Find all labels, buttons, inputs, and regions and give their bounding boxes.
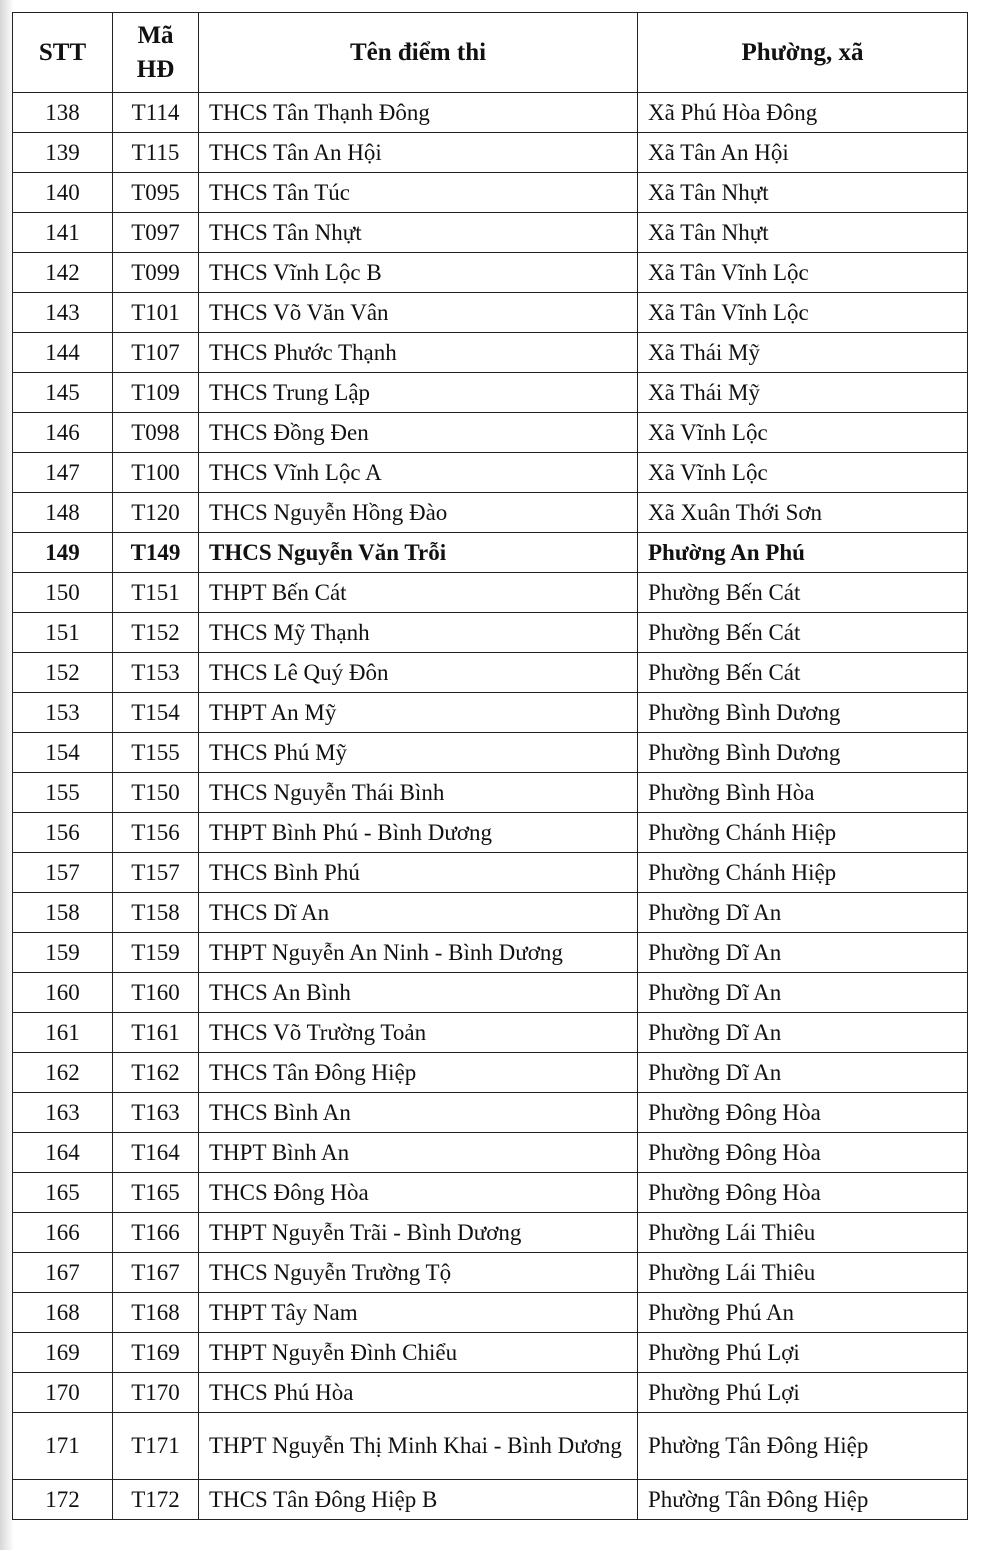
cell-phuong-xa: Phường Chánh Hiệp [638, 813, 968, 853]
cell-ten-diem-thi: THCS Dĩ An [199, 893, 638, 933]
cell-ten-diem-thi: THPT Nguyễn An Ninh - Bình Dương [199, 933, 638, 973]
table-row [13, 533, 968, 573]
cell-ma-hd: T169 [113, 1333, 199, 1373]
table-row [13, 1013, 968, 1053]
cell-stt: 158 [13, 893, 113, 933]
cell-ten-diem-thi: THCS Võ Trường Toản [199, 1013, 638, 1053]
table-row [13, 573, 968, 613]
cell-stt: 161 [13, 1013, 113, 1053]
table-row [13, 453, 968, 493]
table-header [13, 13, 968, 93]
table-row [13, 253, 968, 293]
table-row [13, 1133, 968, 1173]
cell-ten-diem-thi: THPT Nguyễn Thị Minh Khai - Bình Dương [199, 1413, 638, 1480]
cell-ten-diem-thi: THCS Vĩnh Lộc B [199, 253, 638, 293]
table-row [13, 1173, 968, 1213]
cell-ten-diem-thi: THCS Tân Nhựt [199, 213, 638, 253]
cell-phuong-xa: Phường Đông Hòa [638, 1173, 968, 1213]
cell-ma-hd: T161 [113, 1013, 199, 1053]
cell-ma-hd: T115 [113, 133, 199, 173]
cell-ma-hd: T160 [113, 973, 199, 1013]
cell-phuong-xa: Phường Dĩ An [638, 1053, 968, 1093]
cell-stt: 155 [13, 773, 113, 813]
table-row [13, 1213, 968, 1253]
cell-phuong-xa: Phường Bến Cát [638, 613, 968, 653]
cell-phuong-xa: Phường Bình Hòa [638, 773, 968, 813]
cell-phuong-xa: Phường Phú Lợi [638, 1333, 968, 1373]
table-row [13, 1480, 968, 1520]
cell-stt: 166 [13, 1213, 113, 1253]
cell-ten-diem-thi: THCS Đồng Đen [199, 413, 638, 453]
cell-phuong-xa: Xã Tân Nhựt [638, 213, 968, 253]
table-row [13, 693, 968, 733]
table-row [13, 893, 968, 933]
cell-phuong-xa: Phường Chánh Hiệp [638, 853, 968, 893]
cell-stt: 154 [13, 733, 113, 773]
cell-ten-diem-thi: THCS An Bình [199, 973, 638, 1013]
cell-stt: 139 [13, 133, 113, 173]
header-stt: STT [13, 13, 113, 93]
cell-phuong-xa: Phường Đông Hòa [638, 1093, 968, 1133]
cell-phuong-xa: Xã Vĩnh Lộc [638, 453, 968, 493]
cell-stt: 167 [13, 1253, 113, 1293]
cell-phuong-xa: Phường Dĩ An [638, 933, 968, 973]
cell-ma-hd: T154 [113, 693, 199, 733]
cell-ma-hd: T120 [113, 493, 199, 533]
cell-stt: 150 [13, 573, 113, 613]
table-row [13, 173, 968, 213]
cell-phuong-xa: Phường Dĩ An [638, 893, 968, 933]
cell-ten-diem-thi: THPT An Mỹ [199, 693, 638, 733]
cell-stt: 149 [13, 533, 113, 573]
cell-phuong-xa: Phường Dĩ An [638, 1013, 968, 1053]
cell-stt: 152 [13, 653, 113, 693]
table-row [13, 1053, 968, 1093]
table-row [13, 373, 968, 413]
cell-stt: 151 [13, 613, 113, 653]
table-row [13, 333, 968, 373]
header-ma-hd [113, 13, 199, 93]
cell-phuong-xa: Xã Tân Vĩnh Lộc [638, 253, 968, 293]
table-row [13, 653, 968, 693]
cell-ma-hd: T158 [113, 893, 199, 933]
cell-stt: 142 [13, 253, 113, 293]
table-row [13, 973, 968, 1013]
cell-ten-diem-thi: THPT Bến Cát [199, 573, 638, 613]
cell-phuong-xa: Phường Tân Đông Hiệp [638, 1413, 968, 1480]
cell-ma-hd: T114 [113, 93, 199, 133]
table-row [13, 853, 968, 893]
cell-stt: 153 [13, 693, 113, 733]
cell-phuong-xa: Phường Đông Hòa [638, 1133, 968, 1173]
cell-stt: 164 [13, 1133, 113, 1173]
cell-phuong-xa: Phường Bến Cát [638, 573, 968, 613]
cell-ten-diem-thi: THCS Võ Văn Vân [199, 293, 638, 333]
cell-ten-diem-thi: THCS Bình An [199, 1093, 638, 1133]
cell-phuong-xa: Xã Thái Mỹ [638, 333, 968, 373]
table-row [13, 1293, 968, 1333]
cell-ten-diem-thi: THCS Mỹ Thạnh [199, 613, 638, 653]
cell-phuong-xa: Xã Vĩnh Lộc [638, 413, 968, 453]
cell-phuong-xa: Xã Tân Vĩnh Lộc [638, 293, 968, 333]
cell-ma-hd: T150 [113, 773, 199, 813]
cell-phuong-xa: Xã Thái Mỹ [638, 373, 968, 413]
table-row [13, 933, 968, 973]
cell-ma-hd: T156 [113, 813, 199, 853]
table-row [13, 773, 968, 813]
cell-ma-hd: T157 [113, 853, 199, 893]
cell-ma-hd: T151 [113, 573, 199, 613]
cell-ma-hd: T170 [113, 1373, 199, 1413]
cell-stt: 146 [13, 413, 113, 453]
cell-ten-diem-thi: THPT Nguyễn Đình Chiểu [199, 1333, 638, 1373]
cell-stt: 140 [13, 173, 113, 213]
cell-ten-diem-thi: THCS Tân Đông Hiệp [199, 1053, 638, 1093]
cell-stt: 138 [13, 93, 113, 133]
cell-phuong-xa: Phường Lái Thiêu [638, 1253, 968, 1293]
cell-ma-hd: T149 [113, 533, 199, 573]
cell-ma-hd: T109 [113, 373, 199, 413]
cell-phuong-xa: Phường Bến Cát [638, 653, 968, 693]
table-row [13, 813, 968, 853]
cell-ten-diem-thi: THCS Tân Đông Hiệp B [199, 1480, 638, 1520]
header-row [13, 13, 968, 93]
table-row [13, 293, 968, 333]
cell-ma-hd: T172 [113, 1480, 199, 1520]
cell-ten-diem-thi: THCS Trung Lập [199, 373, 638, 413]
table-row [13, 493, 968, 533]
cell-ten-diem-thi: THCS Phước Thạnh [199, 333, 638, 373]
cell-phuong-xa: Xã Xuân Thới Sơn [638, 493, 968, 533]
cell-stt: 170 [13, 1373, 113, 1413]
cell-ten-diem-thi: THCS Tân Thạnh Đông [199, 93, 638, 133]
header-phuong-xa: Phường, xã [638, 13, 968, 93]
table-row [13, 133, 968, 173]
cell-stt: 145 [13, 373, 113, 413]
table-row [13, 1373, 968, 1413]
cell-ten-diem-thi: THCS Nguyễn Văn Trỗi [199, 533, 638, 573]
cell-ma-hd: T167 [113, 1253, 199, 1293]
cell-stt: 172 [13, 1480, 113, 1520]
cell-stt: 147 [13, 453, 113, 493]
cell-stt: 157 [13, 853, 113, 893]
cell-phuong-xa: Xã Tân An Hội [638, 133, 968, 173]
table-row [13, 1093, 968, 1133]
cell-phuong-xa: Phường Lái Thiêu [638, 1213, 968, 1253]
cell-ma-hd: T152 [113, 613, 199, 653]
cell-ma-hd: T097 [113, 213, 199, 253]
cell-ma-hd: T165 [113, 1173, 199, 1213]
header-ten-diem-thi: Tên điểm thi [199, 13, 638, 93]
cell-ten-diem-thi: THCS Lê Quý Đôn [199, 653, 638, 693]
cell-ten-diem-thi: THCS Vĩnh Lộc A [199, 453, 638, 493]
table-row [13, 1333, 968, 1373]
cell-ma-hd: T168 [113, 1293, 199, 1333]
cell-stt: 169 [13, 1333, 113, 1373]
cell-ma-hd: T162 [113, 1053, 199, 1093]
cell-stt: 141 [13, 213, 113, 253]
cell-ma-hd: T155 [113, 733, 199, 773]
cell-phuong-xa: Phường Phú An [638, 1293, 968, 1333]
cell-phuong-xa: Phường Bình Dương [638, 693, 968, 733]
cell-stt: 159 [13, 933, 113, 973]
cell-ma-hd: T107 [113, 333, 199, 373]
cell-ten-diem-thi: THCS Tân An Hội [199, 133, 638, 173]
cell-stt: 168 [13, 1293, 113, 1333]
cell-phuong-xa: Phường An Phú [638, 533, 968, 573]
cell-ten-diem-thi: THCS Tân Túc [199, 173, 638, 213]
cell-ma-hd: T098 [113, 413, 199, 453]
cell-ma-hd: T164 [113, 1133, 199, 1173]
cell-ten-diem-thi: THPT Bình Phú - Bình Dương [199, 813, 638, 853]
cell-stt: 148 [13, 493, 113, 533]
cell-ma-hd: T100 [113, 453, 199, 493]
table-row [13, 733, 968, 773]
header-ma-line1: Mã [137, 21, 174, 49]
cell-ten-diem-thi: THCS Phú Hòa [199, 1373, 638, 1413]
cell-phuong-xa: Phường Phú Lợi [638, 1373, 968, 1413]
cell-stt: 143 [13, 293, 113, 333]
cell-ten-diem-thi: THPT Bình An [199, 1133, 638, 1173]
table-row [13, 613, 968, 653]
cell-ten-diem-thi: THCS Nguyễn Hồng Đào [199, 493, 638, 533]
cell-phuong-xa: Phường Tân Đông Hiệp [638, 1480, 968, 1520]
cell-phuong-xa: Xã Tân Nhựt [638, 173, 968, 213]
cell-stt: 163 [13, 1093, 113, 1133]
cell-phuong-xa: Phường Dĩ An [638, 973, 968, 1013]
table-row [13, 413, 968, 453]
cell-stt: 156 [13, 813, 113, 853]
cell-ten-diem-thi: THCS Đông Hòa [199, 1173, 638, 1213]
cell-stt: 144 [13, 333, 113, 373]
cell-stt: 162 [13, 1053, 113, 1093]
table-row [13, 213, 968, 253]
cell-ma-hd: T101 [113, 293, 199, 333]
exam-sites-table [12, 12, 968, 1520]
cell-ma-hd: T166 [113, 1213, 199, 1253]
table-row [13, 93, 968, 133]
cell-stt: 165 [13, 1173, 113, 1213]
table-row [13, 1413, 968, 1480]
cell-stt: 171 [13, 1413, 113, 1480]
cell-ten-diem-thi: THCS Bình Phú [199, 853, 638, 893]
cell-stt: 160 [13, 973, 113, 1013]
cell-ma-hd: T095 [113, 173, 199, 213]
header-ma-line2: HĐ [136, 55, 175, 83]
cell-ma-hd: T163 [113, 1093, 199, 1133]
cell-ma-hd: T159 [113, 933, 199, 973]
cell-ma-hd: T171 [113, 1413, 199, 1480]
table-row [13, 1253, 968, 1293]
cell-ten-diem-thi: THCS Phú Mỹ [199, 733, 638, 773]
cell-phuong-xa: Xã Phú Hòa Đông [638, 93, 968, 133]
cell-phuong-xa: Phường Bình Dương [638, 733, 968, 773]
table-body [13, 93, 968, 1520]
cell-ten-diem-thi: THCS Nguyễn Trường Tộ [199, 1253, 638, 1293]
cell-ten-diem-thi: THCS Nguyễn Thái Bình [199, 773, 638, 813]
cell-ten-diem-thi: THPT Tây Nam [199, 1293, 638, 1333]
cell-ma-hd: T099 [113, 253, 199, 293]
cell-ten-diem-thi: THPT Nguyễn Trãi - Bình Dương [199, 1213, 638, 1253]
cell-ma-hd: T153 [113, 653, 199, 693]
